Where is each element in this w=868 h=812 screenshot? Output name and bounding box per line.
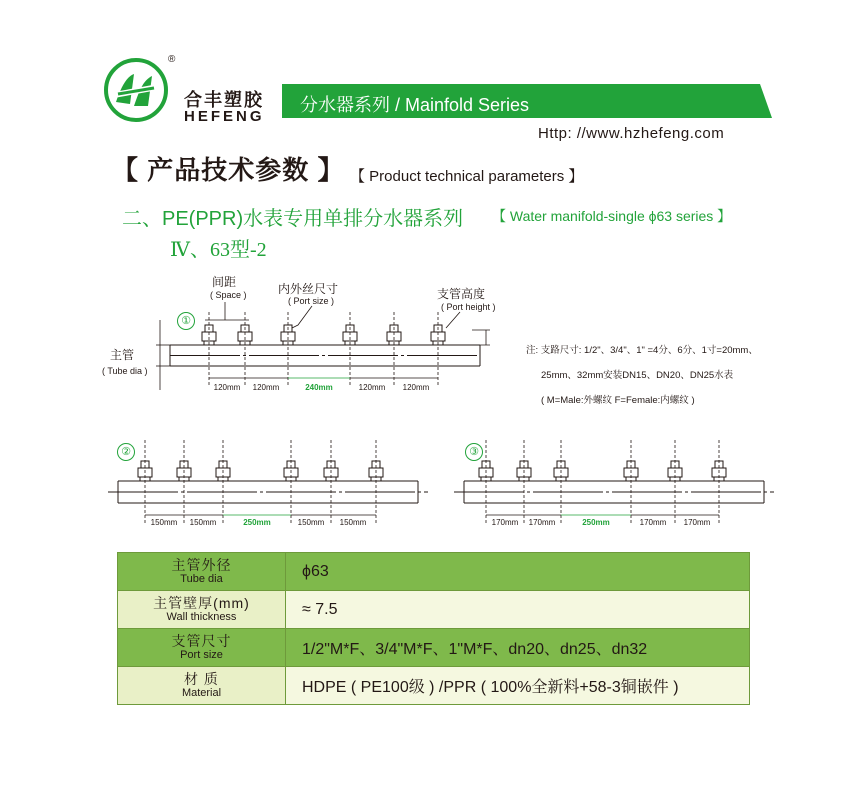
spec-label bbox=[118, 629, 286, 667]
spec-value: ϕ63 bbox=[286, 553, 750, 591]
spec-value: HDPE ( PE100级 ) /PPR ( 100%全新料+58-3铜嵌件 ) bbox=[286, 667, 750, 705]
diagram-1-pipe bbox=[170, 345, 480, 366]
d2-dim-1: 150mm bbox=[150, 518, 178, 527]
d1-dim-2: 120mm bbox=[252, 383, 280, 392]
d2-dim-4: 150mm bbox=[297, 518, 325, 527]
port-size-label-en: ( Port size ) bbox=[288, 296, 335, 306]
product-subtitle-en: 【 Water manifold-single ϕ63 series 】 bbox=[492, 208, 732, 224]
spec-label-cn: 材 质 bbox=[184, 671, 219, 687]
diagram-2-marker: ② bbox=[117, 443, 135, 461]
note-line-2: 25mm、32mm安装DN15、DN20、DN25水表 bbox=[541, 370, 734, 381]
spec-label bbox=[118, 591, 286, 629]
d1-dim-1: 120mm bbox=[213, 383, 241, 392]
d1-dim-4: 120mm bbox=[358, 383, 386, 392]
d3-dim-3: 250mm bbox=[582, 518, 610, 527]
product-subtitle-cn: 二、PE(PPR)水表专用单排分水器系列 bbox=[122, 208, 464, 230]
spec-value: ≈ 7.5 bbox=[286, 591, 750, 629]
diagram-2-ports bbox=[138, 461, 383, 481]
main-pipe-label-cn: 主管 bbox=[110, 348, 135, 362]
port-size-label-cn: 内外丝尺寸 bbox=[278, 282, 339, 296]
d1-dim-5: 120mm bbox=[402, 383, 430, 392]
d3-dim-2: 170mm bbox=[528, 518, 556, 527]
spec-label-en: Wall thickness bbox=[166, 611, 237, 623]
brand-name-en: HEFENG bbox=[184, 108, 265, 125]
spacing-label-en: ( Space ) bbox=[210, 290, 247, 300]
section-heading-cn: 【 产品技术参数 】 bbox=[112, 155, 345, 185]
diagram-1-ports bbox=[202, 325, 445, 345]
port-height-label-cn: 支管高度 bbox=[437, 287, 486, 301]
d1-dim-3: 240mm bbox=[305, 383, 333, 392]
spec-label bbox=[118, 553, 286, 591]
diagram-1-marker: ① bbox=[177, 312, 195, 330]
spec-value: 1/2"M*F、3/4"M*F、1"M*F、dn20、dn25、dn32 bbox=[286, 629, 750, 667]
spec-row-material bbox=[118, 667, 750, 705]
spec-table bbox=[117, 552, 750, 705]
diagram-3-marker: ③ bbox=[465, 443, 483, 461]
spec-row-wall-thickness bbox=[118, 591, 750, 629]
d3-dim-1: 170mm bbox=[491, 518, 519, 527]
registered-mark: ® bbox=[168, 54, 176, 65]
brand-name-cn: 合丰塑胶 bbox=[184, 90, 264, 110]
spec-label-cn: 主管壁厚(mm) bbox=[153, 595, 250, 611]
diagram-3-ports bbox=[479, 461, 726, 481]
spec-row-port-size bbox=[118, 629, 750, 667]
website-url[interactable]: Http: //www.hzhefeng.com bbox=[538, 125, 725, 142]
main-pipe-label-en: ( Tube dia ) bbox=[102, 366, 148, 376]
d3-dim-5: 170mm bbox=[683, 518, 711, 527]
note-line-1: 注: 支路尺寸: 1/2"、3/4"、1" =4分、6分、1寸=20mm、 bbox=[526, 345, 758, 356]
spec-label-en: Material bbox=[181, 687, 222, 699]
d2-dim-3: 250mm bbox=[243, 518, 271, 527]
spec-label-cn: 主管外径 bbox=[171, 557, 232, 573]
diagram-3-pipe bbox=[454, 481, 774, 503]
series-banner-text: 分水器系列 / Mainfold Series bbox=[300, 95, 530, 115]
d2-dim-5: 150mm bbox=[339, 518, 367, 527]
d3-dim-4: 170mm bbox=[639, 518, 667, 527]
model-title: Ⅳ、63型-2 bbox=[170, 239, 267, 261]
note-line-3: ( M=Male:外螺纹 F=Female:内螺纹 ) bbox=[541, 395, 695, 406]
spec-label bbox=[118, 667, 286, 705]
spec-label-en: Port size bbox=[180, 649, 223, 661]
spec-label-cn: 支管尺寸 bbox=[171, 633, 232, 649]
spacing-label-cn: 间距 bbox=[212, 275, 237, 289]
diagram-2-pipe bbox=[108, 481, 428, 503]
port-height-label-en: ( Port height ) bbox=[441, 302, 496, 312]
section-heading-en: 【 Product technical parameters 】 bbox=[350, 168, 584, 185]
d2-dim-2: 150mm bbox=[189, 518, 217, 527]
spec-row-tube-dia bbox=[118, 553, 750, 591]
spec-label-en: Tube dia bbox=[180, 573, 223, 585]
